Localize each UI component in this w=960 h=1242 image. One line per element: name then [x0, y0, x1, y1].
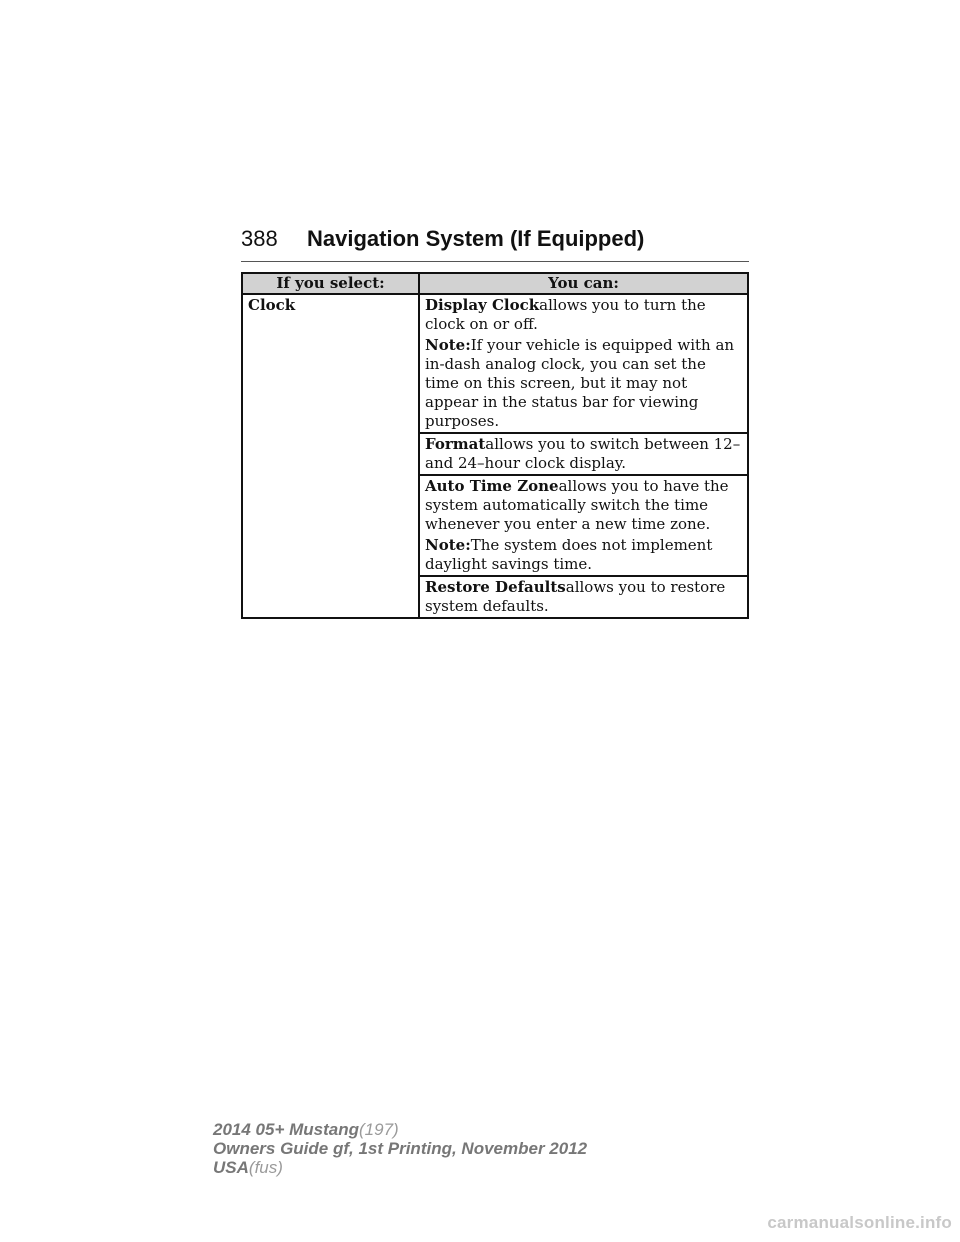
footer-page-ref: (197): [359, 1120, 399, 1139]
column-header-can: You can:: [419, 273, 748, 294]
table-cell-restore-defaults: [419, 576, 748, 618]
note-text-daylight: The system does not implement daylight savings time.: [425, 536, 713, 573]
page-header: [241, 226, 749, 262]
row-label-cell: [242, 294, 419, 618]
term-display-clock: Display Clock: [425, 296, 540, 314]
note-label: Note:: [425, 336, 471, 354]
desc-restore-defaults: allows you to restore system defaults.: [425, 578, 726, 615]
note-label: Note:: [425, 536, 471, 554]
page-number: 388: [241, 226, 278, 251]
table-row: [242, 294, 748, 433]
header-divider: [241, 261, 749, 262]
table-cell-display-clock: [419, 294, 748, 433]
desc-auto-time-zone: allows you to have the system automatically switch the time whenever you enter a new time zone.: [425, 477, 729, 533]
row-label-clock: Clock: [248, 296, 296, 314]
footer-region: USA: [213, 1158, 249, 1177]
table-cell-auto-time-zone: [419, 475, 748, 576]
footer-model: 2014 05+ Mustang: [213, 1120, 359, 1139]
desc-format: allows you to switch between 12– and 24–hour clock display.: [425, 435, 741, 472]
table-header-row: [242, 273, 748, 294]
footer-guide-info: Owners Guide gf, 1st Printing, November 2012: [213, 1139, 588, 1158]
document-footer: [213, 1120, 587, 1177]
note-text-analog-clock: If your vehicle is equipped with an in-dash analog clock, you can set the time on this screen, but it may not appear in the status bar for viewing purposes.: [425, 336, 735, 430]
chapter-title: Navigation System (If Equipped): [307, 226, 645, 251]
clock-settings-table: [241, 272, 749, 619]
term-restore-defaults: Restore Defaults: [425, 578, 566, 596]
column-header-select: If you select:: [242, 273, 419, 294]
term-auto-time-zone: Auto Time Zone: [425, 477, 559, 495]
watermark-text: carmanualsonline.info: [767, 1213, 952, 1232]
footer-region-code: (fus): [248, 1158, 283, 1177]
desc-display-clock: allows you to turn the clock on or off.: [425, 296, 706, 333]
table-cell-format: [419, 433, 748, 475]
term-format: Format: [425, 435, 486, 453]
